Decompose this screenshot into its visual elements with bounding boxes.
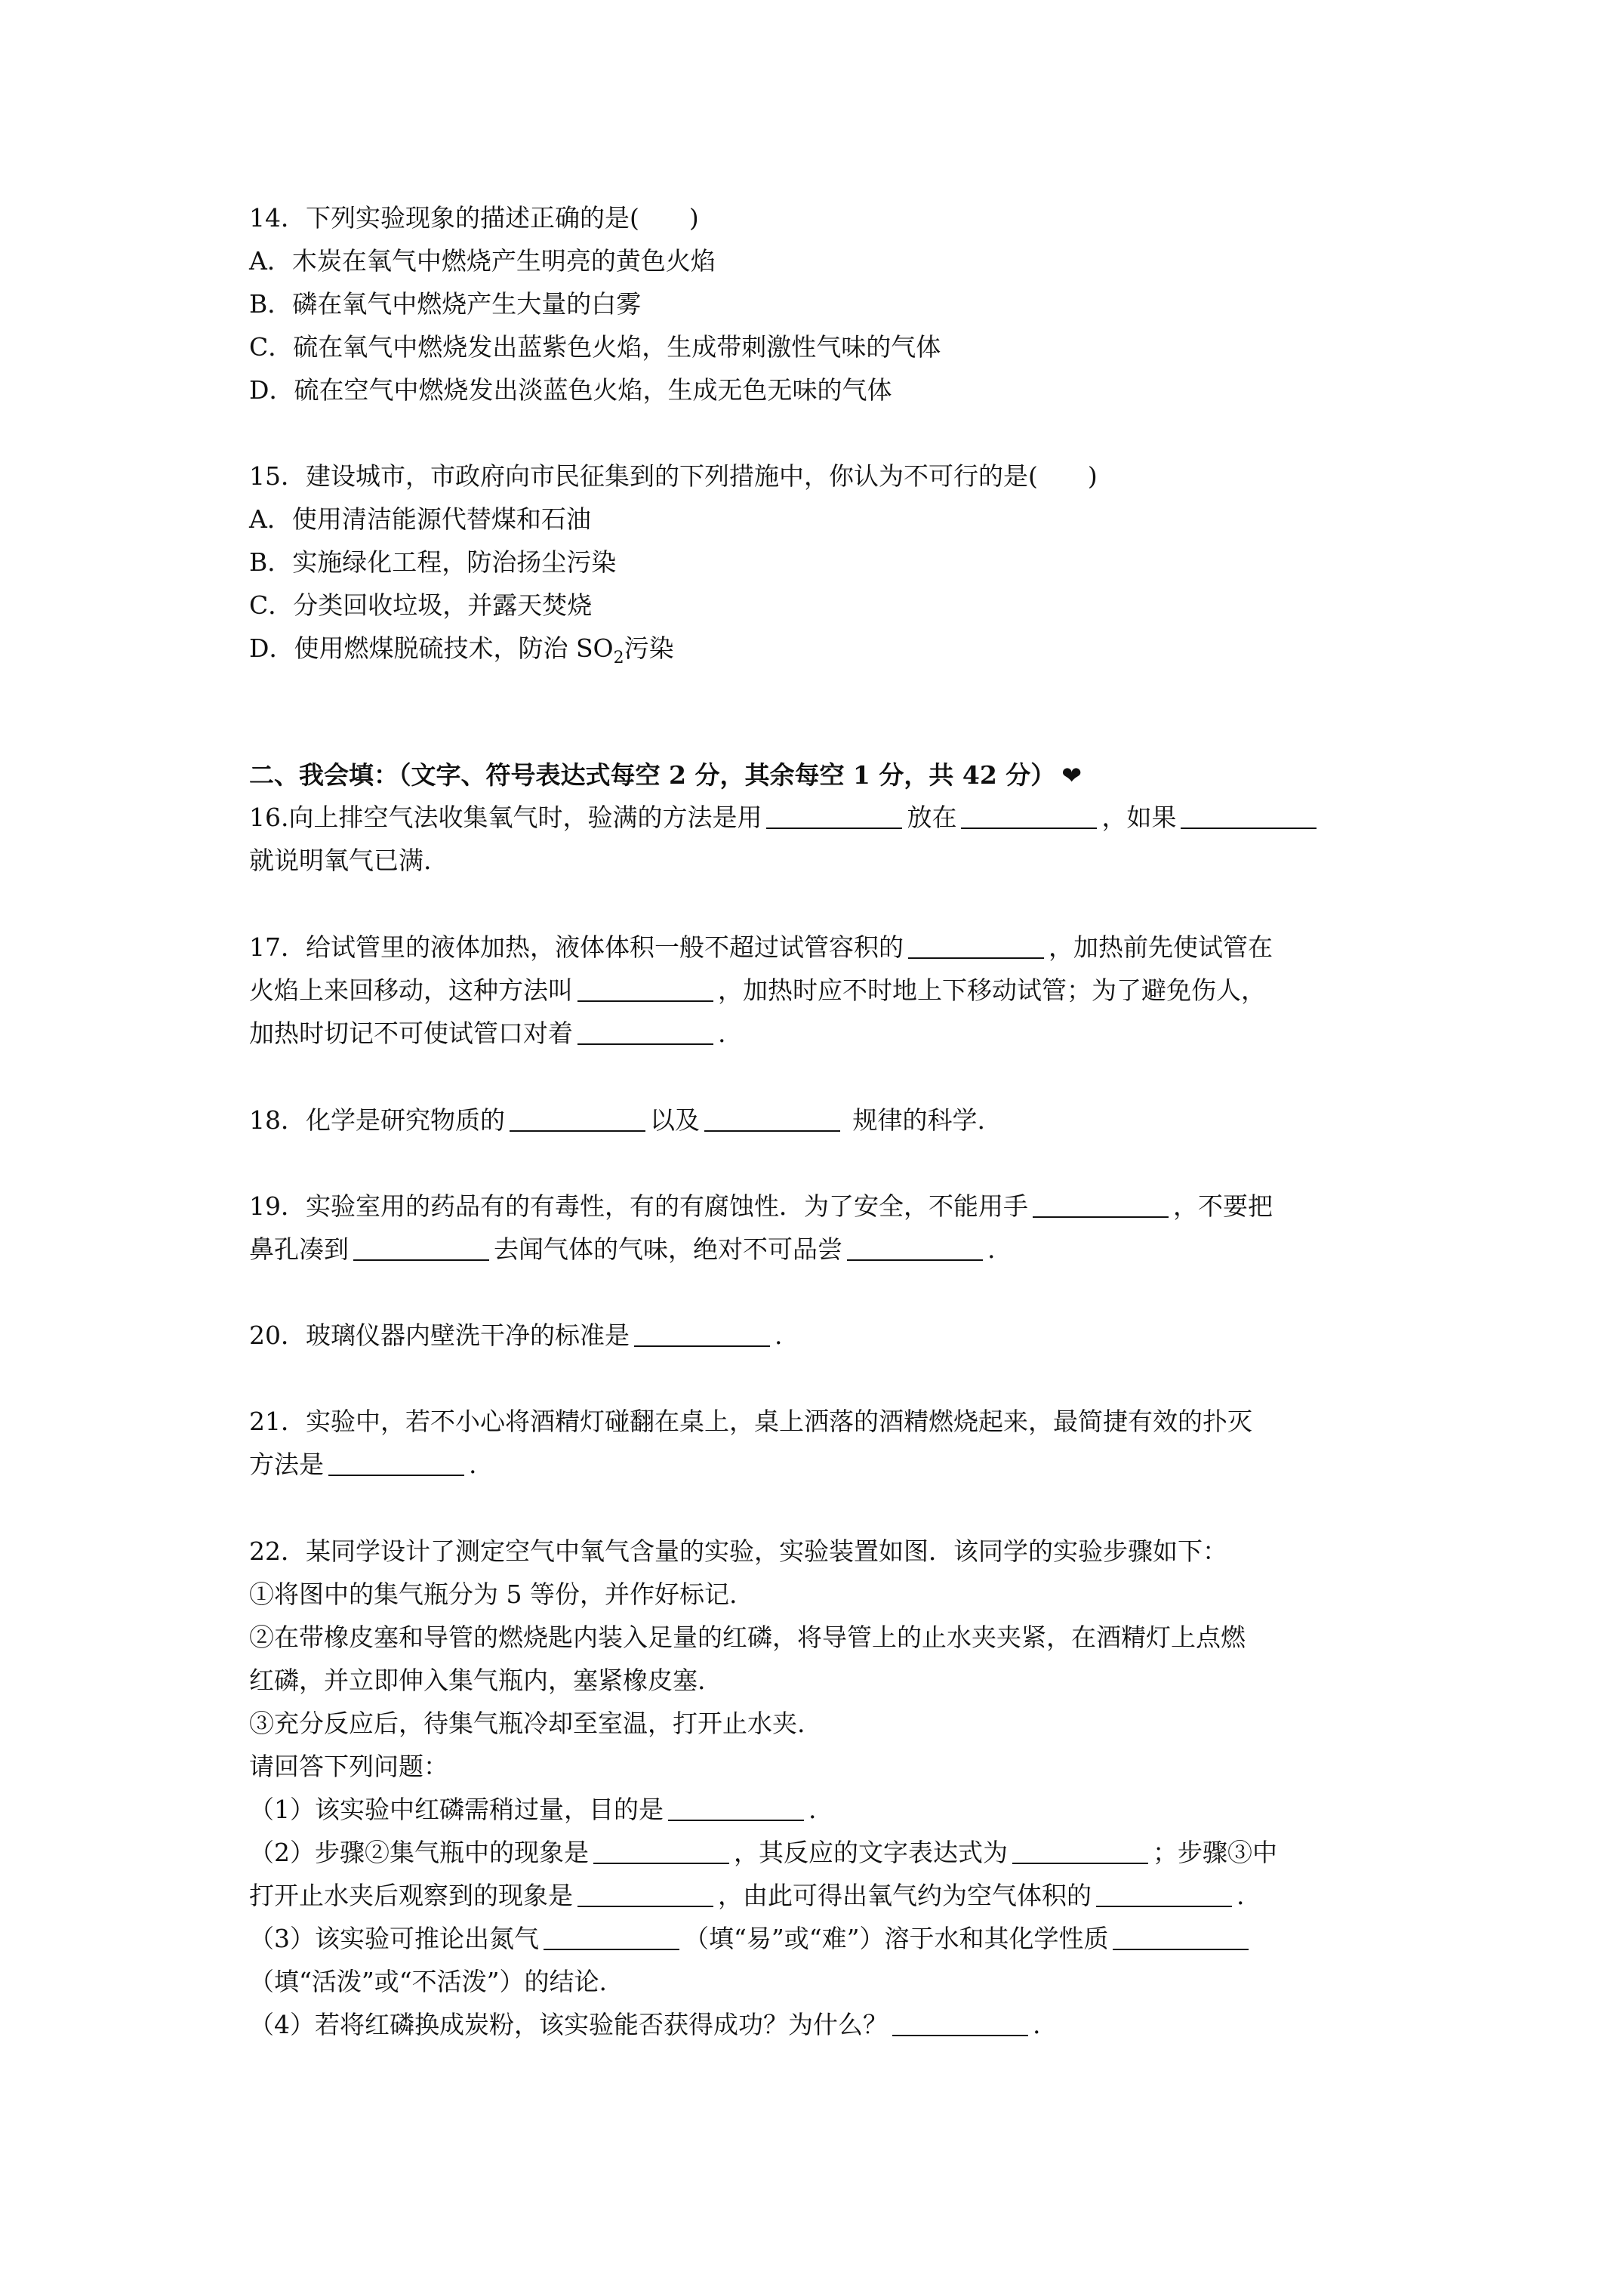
q22-part-2-text-e: ，由此可得出氧气约为空气体积的 [718, 1881, 1092, 1910]
q17-text-c: 火焰上来回移动，这种方法叫 [249, 975, 573, 1005]
q16-text-a: 16.向上排空气法收集氧气时，验满的方法是用 [249, 803, 762, 832]
q17-text-e: 加热时切记不可使试管口对着 [249, 1019, 573, 1048]
q17-blank-2 [577, 978, 713, 1002]
q22-step-2-line-1: ②在带橡皮塞和导管的燃烧匙内装入足量的红磷，将导管上的止水夹夹紧，在酒精灯上点燃 [249, 1623, 1246, 1652]
q22-part-2-blank-4 [1096, 1883, 1232, 1907]
q21-text-a: 方法是 [249, 1450, 324, 1479]
q18-blank-1 [510, 1108, 645, 1132]
q18-blank-2 [704, 1108, 840, 1132]
q22-part-3-blank-2 [1113, 1926, 1249, 1950]
q22-part-4-blank [892, 2012, 1028, 2036]
q19-text-d: 去闻气体的气味，绝对不可品尝 [494, 1234, 842, 1264]
q14-option-c: C．硫在氧气中燃烧发出蓝紫色火焰，生成带刺激性气味的气体 [249, 332, 941, 362]
q17-blank-1 [908, 935, 1044, 959]
q19-blank-3 [847, 1237, 983, 1261]
q17-text-f: . [718, 1019, 726, 1048]
q17-line-3 [249, 1021, 726, 1046]
q20-blank [634, 1323, 770, 1347]
q22-part-3-blank-1 [544, 1926, 679, 1950]
q21-blank [328, 1452, 464, 1476]
q22-part-3-line-1 [249, 1926, 1253, 1951]
q16-blank-3 [1181, 805, 1317, 829]
q19-text-a: 19．实验室用的药品有的有毒性，有的有腐蚀性．为了安全，不能用手 [249, 1191, 1028, 1221]
q17-line-2 [249, 975, 1266, 1005]
q19-text-e: . [987, 1234, 996, 1264]
q17-text-d: ，加热时应不时地上下移动试管；为了避免伤人， [718, 975, 1266, 1005]
q16-text-c: ，如果 [1101, 803, 1177, 832]
q19-line-2 [249, 1234, 996, 1264]
q14-option-b: B．磷在氧气中燃烧产生大量的白雾 [249, 289, 642, 319]
q15-option-d-tail: 污染 [624, 633, 674, 663]
q17-line-1 [249, 932, 1273, 962]
q21-line-1: 21．实验中，若不小心将酒精灯碰翻在桌上，桌上洒落的酒精燃烧起来，最简捷有效的扑灭 [249, 1407, 1252, 1436]
q18-text-c: 规律的科学. [845, 1105, 985, 1135]
q22-step-3: ③充分反应后，待集气瓶冷却至室温，打开止水夹. [249, 1709, 805, 1738]
q22-part-4-end: . [1033, 2010, 1041, 2039]
q22-part-3-line-2: （填“活泼”或“不活泼”）的结论. [249, 1967, 607, 1996]
q18-line [249, 1105, 985, 1135]
q22-part-2-end: . [1236, 1881, 1245, 1910]
q17-text-a: 17．给试管里的液体加热，液体体积一般不超过试管容积的 [249, 932, 904, 962]
q22-part-2-blank-2 [1012, 1840, 1148, 1864]
q19-blank-2 [353, 1237, 489, 1261]
q14-option-a: A．木炭在氧气中燃烧产生明亮的黄色火焰 [249, 246, 716, 276]
q22-part-4 [249, 2012, 1041, 2037]
q15-option-d [249, 633, 674, 667]
q22-part-3-text-b: （填“易”或“难”）溶于水和其化学性质 [684, 1924, 1109, 1953]
q16-blank-2 [961, 805, 1097, 829]
q20-text-a: 20．玻璃仪器内壁洗干净的标准是 [249, 1321, 630, 1350]
q18-text-a: 18．化学是研究物质的 [249, 1105, 505, 1135]
q22-part-4-text: （4）若将红磷换成炭粉，该实验能否获得成功？为什么？ [249, 2010, 888, 2039]
q16-text-b: 放在 [907, 803, 957, 832]
q14-stem: 14．下列实验现象的描述正确的是( ) [249, 203, 699, 233]
q22-part-2-text-b: ，其反应的文字表达式为 [734, 1838, 1008, 1867]
q17-text-b: ，加热前先使试管在 [1049, 932, 1273, 962]
q22-step-1: ①将图中的集气瓶分为 5 等份，并作好标记. [249, 1579, 738, 1609]
q19-text-b: ，不要把 [1173, 1191, 1273, 1221]
section-2-heading [249, 760, 1083, 790]
q22-part-2-line-1 [249, 1840, 1277, 1865]
q22-part-1-text: （1）该实验中红磷需稍过量，目的是 [249, 1795, 664, 1824]
q16-blank-1 [766, 805, 902, 829]
q22-prompt: 请回答下列问题： [249, 1752, 448, 1781]
q21-line-2 [249, 1452, 477, 1477]
q22-part-3-text-a: （3）该实验可推论出氮气 [249, 1924, 539, 1953]
q15-stem: 15．建设城市，市政府向市民征集到的下列措施中，你认为不可行的是( ) [249, 461, 1098, 491]
q15-option-d-text: D．使用燃煤脱硫技术，防治 SO [249, 633, 614, 663]
q22-part-2-blank-1 [593, 1840, 729, 1864]
section-2-title: 二、我会填：（文字、符号表达式每空 2 分，其余每空 1 分，共 42 分） [249, 760, 1056, 790]
q22-part-2-text-c: ；步骤③中 [1153, 1838, 1277, 1867]
q19-line-1 [249, 1191, 1273, 1221]
q22-step-2-line-2: 红磷，并立即伸入集气瓶内，塞紧橡皮塞. [249, 1666, 706, 1695]
q22-part-2-line-2 [249, 1883, 1245, 1908]
q15-option-b: B．实施绿化工程，防治扬尘污染 [249, 547, 617, 577]
q22-part-2-blank-3 [577, 1883, 713, 1907]
q22-part-1-end: . [808, 1795, 817, 1824]
q15-option-d-subscript: 2 [613, 649, 624, 667]
q20-text-b: . [775, 1321, 783, 1350]
q19-text-c: 鼻孔凑到 [249, 1234, 349, 1264]
q19-blank-1 [1033, 1194, 1169, 1218]
q22-part-1-blank [668, 1797, 804, 1821]
q18-text-b: 以及 [650, 1105, 700, 1135]
q15-option-c: C．分类回收垃圾，并露天焚烧 [249, 590, 593, 620]
q22-part-2-text-a: （2）步骤②集气瓶中的现象是 [249, 1838, 589, 1867]
q16-line-2: 就说明氧气已满. [249, 846, 432, 875]
q21-text-b: . [469, 1450, 477, 1479]
q22-part-2-text-d: 打开止水夹后观察到的现象是 [249, 1881, 573, 1910]
q17-blank-3 [577, 1021, 713, 1045]
broken-heart-icon: ❤ [1061, 761, 1083, 790]
q20-line [249, 1323, 783, 1348]
q15-option-a: A．使用清洁能源代替煤和石油 [249, 504, 591, 534]
q14-option-d: D．硫在空气中燃烧发出淡蓝色火焰，生成无色无味的气体 [249, 375, 892, 405]
q22-part-1 [249, 1797, 817, 1822]
q16-line-1 [249, 805, 1321, 830]
q22-line-1: 22．某同学设计了测定空气中氧气含量的实验，实验装置如图．该同学的实验步骤如下： [249, 1536, 1227, 1566]
